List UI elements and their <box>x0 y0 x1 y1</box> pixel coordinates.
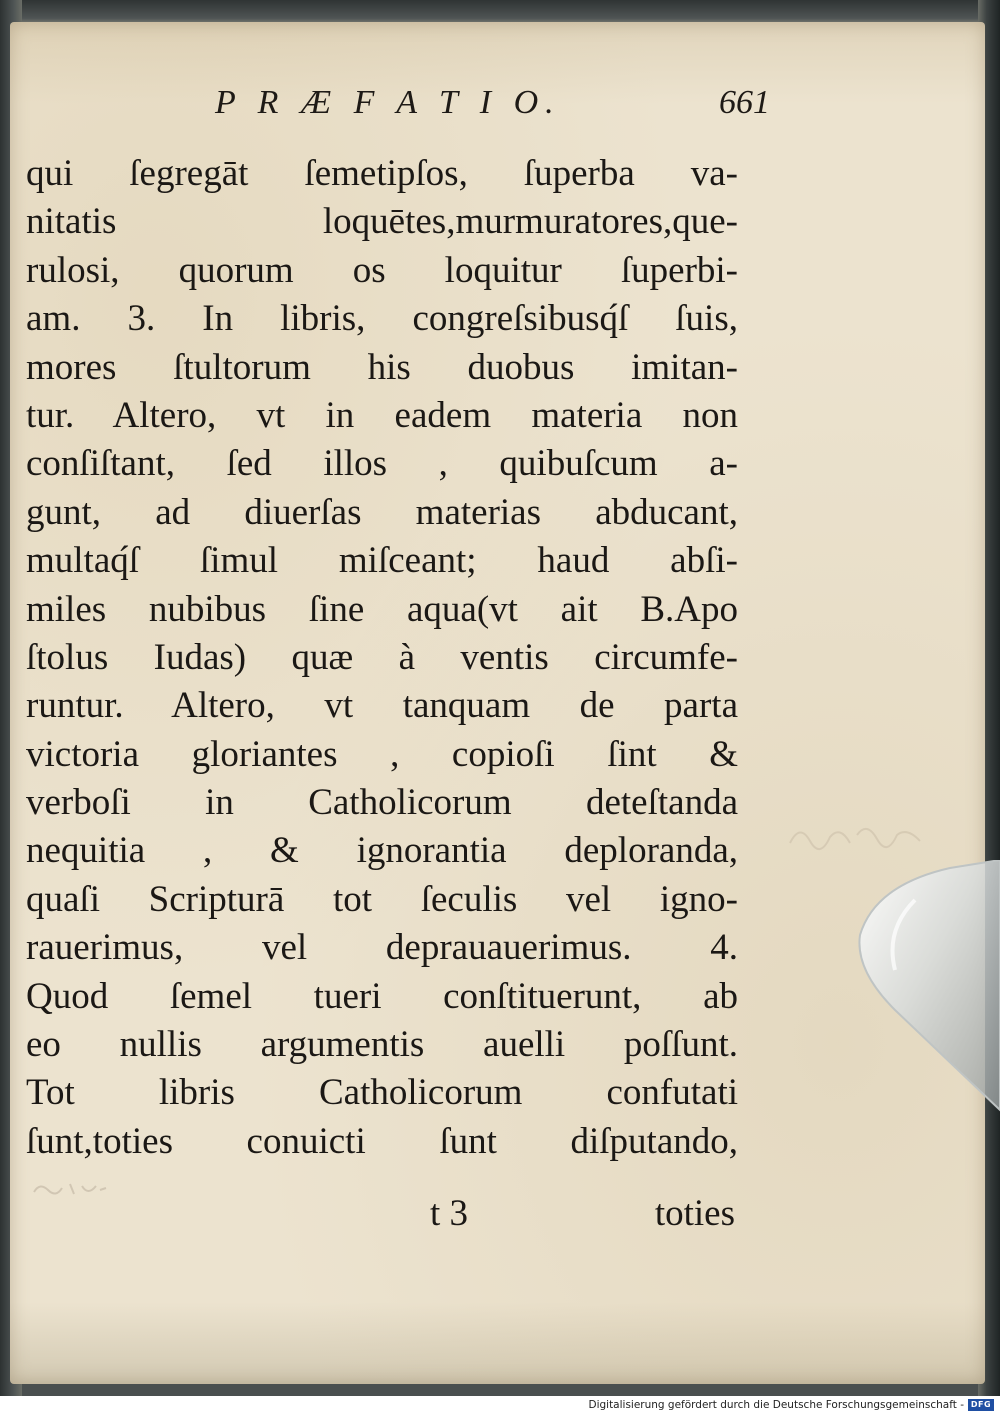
text-line: ſunt,toties conuicti ſunt diſputando, <box>26 1120 738 1162</box>
credit-bar <box>0 1396 1000 1414</box>
text-line: ſtolus Iudas) quæ à ventis circumfe- <box>26 636 738 678</box>
text-line: rauerimus, vel deprauauerimus. 4. <box>26 927 738 969</box>
page-footer <box>430 1192 735 1242</box>
text-line: runtur. Altero, vt tanquam de parta <box>26 685 738 727</box>
body-text <box>26 150 738 1166</box>
text-line: am. 3. In libris, congreſsibusq́ſ ſuis, <box>26 298 738 340</box>
text-line: rulosi, quorum os loquitur ſuperbi- <box>26 249 738 291</box>
text-line: nequitia , & ignorantia deploranda, <box>26 830 738 872</box>
credit-text: Digitalisierung gefördert durch die Deutsche Forschungsgemeinschaft - <box>588 1399 964 1411</box>
text-line: Tot libris Catholicorum confutati <box>26 1072 738 1114</box>
text-line: qui ſegregāt ſemetipſos, ſuperba va- <box>26 153 738 194</box>
running-title: P R Æ F A T I O. <box>215 84 561 121</box>
text-line: tur. Altero, vt in eadem materia non <box>26 394 738 436</box>
text-line: verboſi in Catholicorum deteſtanda <box>26 782 738 824</box>
text-line: victoria gloriantes , copioſi ſint & <box>26 733 738 775</box>
faint-library-stamp <box>30 1176 110 1200</box>
page-number: 661 <box>719 84 770 121</box>
text-line: miles nubibus ſine aqua(vt ait B.Apo <box>26 588 738 630</box>
running-head <box>215 84 770 130</box>
bleed-through-script <box>785 815 925 855</box>
text-line: multaq́ſ ſimul miſceant; haud abſi- <box>26 540 738 582</box>
text-line: conſiſtant, ſed illos , quibuſcum a- <box>26 443 738 485</box>
signature-mark: t 3 <box>430 1193 469 1234</box>
text-line: mores ſtultorum his duobus imitan- <box>26 346 738 388</box>
dfg-logo: DFG <box>968 1399 994 1411</box>
text-line: eo nullis argumentis auelli poſſunt. <box>26 1024 738 1066</box>
text-line: quaſi Scripturā tot ſeculis vel igno- <box>26 878 738 920</box>
text-line: Quod ſemel tueri conſtituerunt, ab <box>26 975 738 1017</box>
text-line: nitatis loquētes,murmuratores,que- <box>26 201 738 243</box>
text-line: gunt, ad diuerſas materias abducant, <box>26 491 738 533</box>
catchword: toties <box>654 1193 735 1234</box>
